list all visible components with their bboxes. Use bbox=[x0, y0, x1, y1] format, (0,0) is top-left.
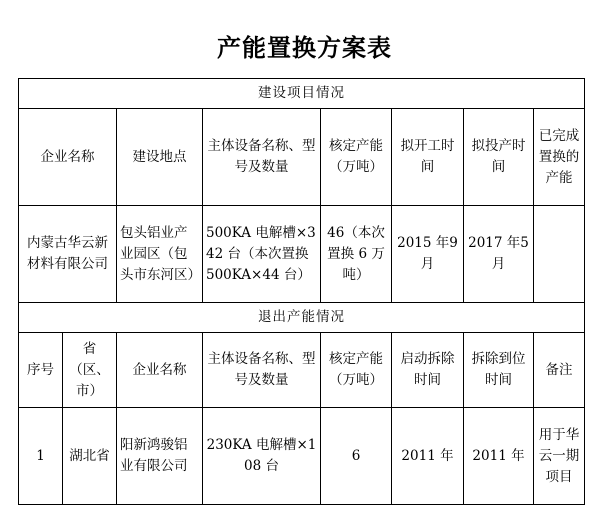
exit-remark-cell: 用于华云一期项目 bbox=[534, 408, 585, 505]
page-title: 产能置换方案表 bbox=[217, 34, 392, 62]
build-capacity-cell: 46（本次置换 6 万吨） bbox=[321, 206, 392, 303]
exit-capacity-cell: 6 bbox=[321, 408, 392, 505]
exit-header-dismantle-done: 拆除到位时间 bbox=[464, 333, 534, 408]
exit-province-cell: 湖北省 bbox=[63, 408, 117, 505]
exit-header-equipment: 主体设备名称、型号及数量 bbox=[203, 333, 321, 408]
build-data-row bbox=[19, 206, 585, 303]
build-company-cell: 内蒙古华云新材料有限公司 bbox=[19, 206, 117, 303]
build-section-row bbox=[19, 79, 585, 109]
build-start-cell: 2015 年9 月 bbox=[392, 206, 464, 303]
exit-dismantle-start-cell: 2011 年 bbox=[392, 408, 464, 505]
exit-seq-cell: 1 bbox=[19, 408, 63, 505]
build-production-cell: 2017 年5 月 bbox=[464, 206, 534, 303]
build-header-row bbox=[19, 109, 585, 206]
exit-header-province: 省（区、市） bbox=[63, 333, 117, 408]
build-equipment-cell: 500KA 电解槽×342 台（本次置换 500KA×44 台） bbox=[203, 206, 321, 303]
build-header-location: 建设地点 bbox=[117, 109, 203, 206]
exit-header-dismantle-start: 启动拆除时间 bbox=[392, 333, 464, 408]
build-completed-cell bbox=[534, 206, 585, 303]
exit-section-title: 退出产能情况 bbox=[19, 303, 585, 333]
build-section-title: 建设项目情况 bbox=[19, 79, 585, 109]
exit-company-cell: 阳新鸿骏铝业有限公司 bbox=[117, 408, 203, 505]
capacity-replacement-table bbox=[18, 78, 585, 505]
build-header-company: 企业名称 bbox=[19, 109, 117, 206]
build-header-completed: 已完成置换的产能 bbox=[534, 109, 585, 206]
build-header-equipment: 主体设备名称、型号及数量 bbox=[203, 109, 321, 206]
exit-section-row bbox=[19, 303, 585, 333]
exit-header-seq: 序号 bbox=[19, 333, 63, 408]
build-header-production: 拟投产时间 bbox=[464, 109, 534, 206]
exit-dismantle-done-cell: 2011 年 bbox=[464, 408, 534, 505]
exit-header-remark: 备注 bbox=[534, 333, 585, 408]
build-header-capacity: 核定产能（万吨） bbox=[321, 109, 392, 206]
exit-equipment-cell: 230KA 电解槽×108 台 bbox=[203, 408, 321, 505]
build-header-start: 拟开工时间 bbox=[392, 109, 464, 206]
exit-header-row bbox=[19, 333, 585, 408]
exit-data-row bbox=[19, 408, 585, 505]
exit-header-capacity: 核定产能（万吨） bbox=[321, 333, 392, 408]
build-location-cell: 包头铝业产业园区（包头市东河区） bbox=[117, 206, 203, 303]
exit-header-company: 企业名称 bbox=[117, 333, 203, 408]
